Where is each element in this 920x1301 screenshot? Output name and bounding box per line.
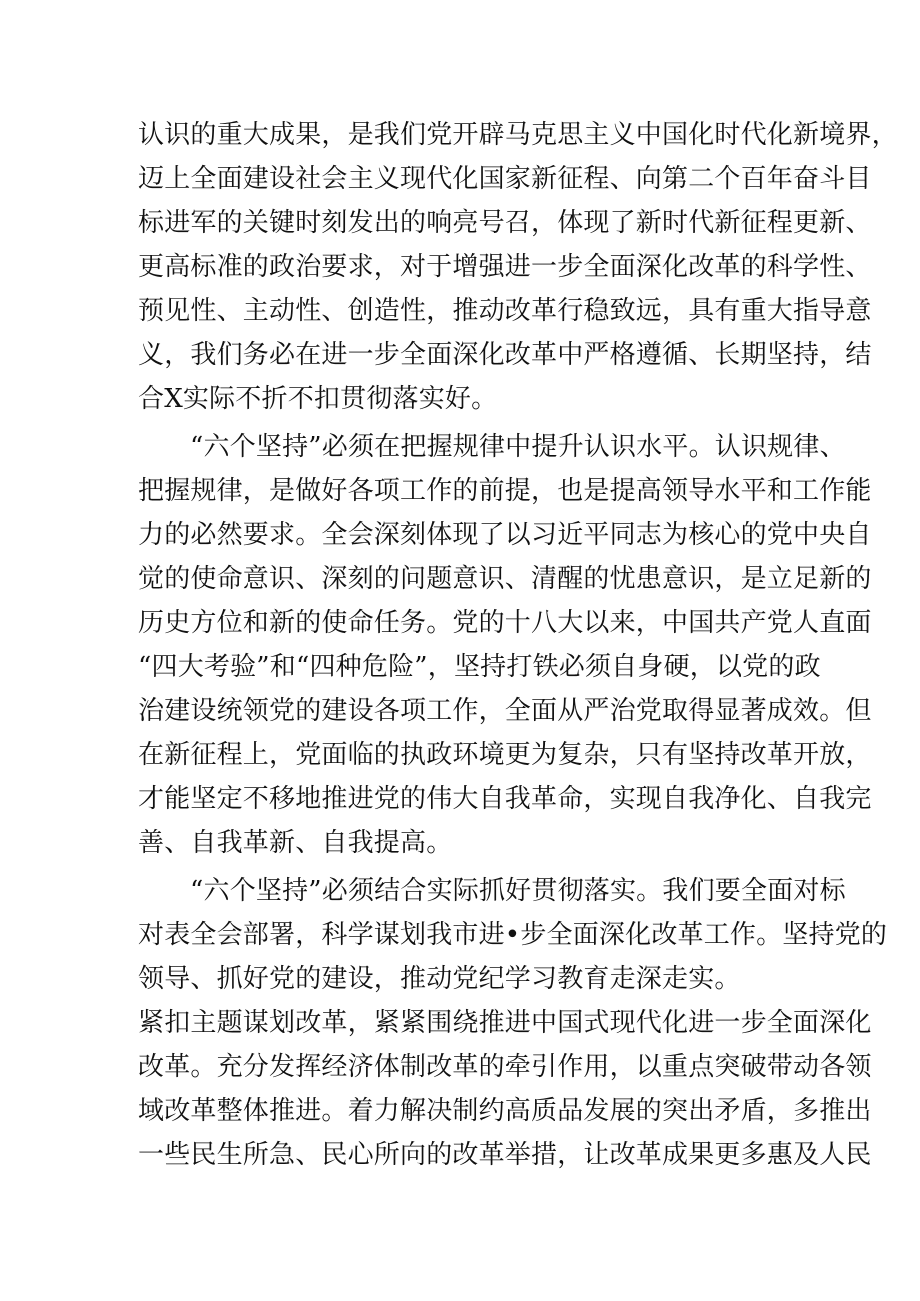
paragraph-line: 觉的使命意识、深刻的问题意识、清醒的忧患意识，是立足新的 — [138, 564, 872, 594]
paragraph-line: 历史方位和新的使命任务。党的十八大以来，中国共产党人直面 — [138, 608, 872, 638]
paragraph-line: 在新征程上，党面临的执政环境更为复杂，只有坚持改革开放， — [138, 740, 872, 770]
paragraph-line: 紧扣主题谋划改革，紧紧围绕推进中国式现代化进一步全面深化 — [138, 1008, 872, 1038]
paragraph-line: 义，我们务必在进一步全面深化改革中严格遵循、长期坚持，结 — [138, 340, 872, 370]
paragraph-line: 把握规律，是做好各项工作的前提，也是提高领导水平和工作能 — [138, 476, 872, 506]
paragraph-line: 力的必然要求。全会深刻体现了以习近平同志为核心的党中央自 — [138, 520, 872, 550]
paragraph-line: 迈上全面建设社会主义现代化国家新征程、向第二个百年奋斗目 — [138, 164, 872, 194]
paragraph-line: “六个坚持”必须在把握规律中提升认识水平。认识规律、 — [190, 432, 846, 462]
paragraph-line: 域改革整体推进。着力解决制约高质品发展的突出矛盾，多推出 — [138, 1096, 872, 1126]
paragraph-line: 一些民生所急、民心所向的改革举措，让改革成果更多惠及人民 — [138, 1140, 872, 1170]
paragraph-line: 预见性、主动性、创造性，推动改革行稳致远，具有重大指导意 — [138, 296, 872, 326]
paragraph-line: 对表全会部署，科学谋划我市进•步全面深化改革工作。坚持党的 — [138, 920, 888, 950]
paragraph-line: 善、自我革新、自我提高。 — [138, 828, 453, 858]
paragraph-line: 领导、抓好党的建设，推动党纪学习教育走深走实。 — [138, 964, 741, 994]
paragraph-line: 合X实际不折不扣贯彻落实好。 — [138, 384, 498, 414]
paragraph-line: 认识的重大成果，是我们党开辟马克思主义中国化时代化新境界， — [138, 120, 898, 150]
paragraph-line: 标进军的关键时刻发出的响亮号召，体现了新时代新征程更新、 — [138, 208, 872, 238]
paragraph-line: 改革。充分发挥经济体制改革的牵引作用，以重点突破带动各领 — [138, 1052, 872, 1082]
paragraph-line: 更高标准的政治要求，对于增强进一步全面深化改革的科学性、 — [138, 252, 872, 282]
paragraph-line: 治建设统领党的建设各项工作，全面从严治党取得显著成效。但 — [138, 696, 872, 726]
paragraph-line: “六个坚持”必须结合实际抓好贯彻落实。我们要全面对标 — [190, 876, 846, 906]
paragraph-line: 才能坚定不移地推进党的伟大自我革命，实现自我净化、自我完 — [138, 784, 872, 814]
paragraph-line: “四大考验”和“四种危险”，坚持打铁必须自身硬，以党的政 — [138, 652, 821, 682]
